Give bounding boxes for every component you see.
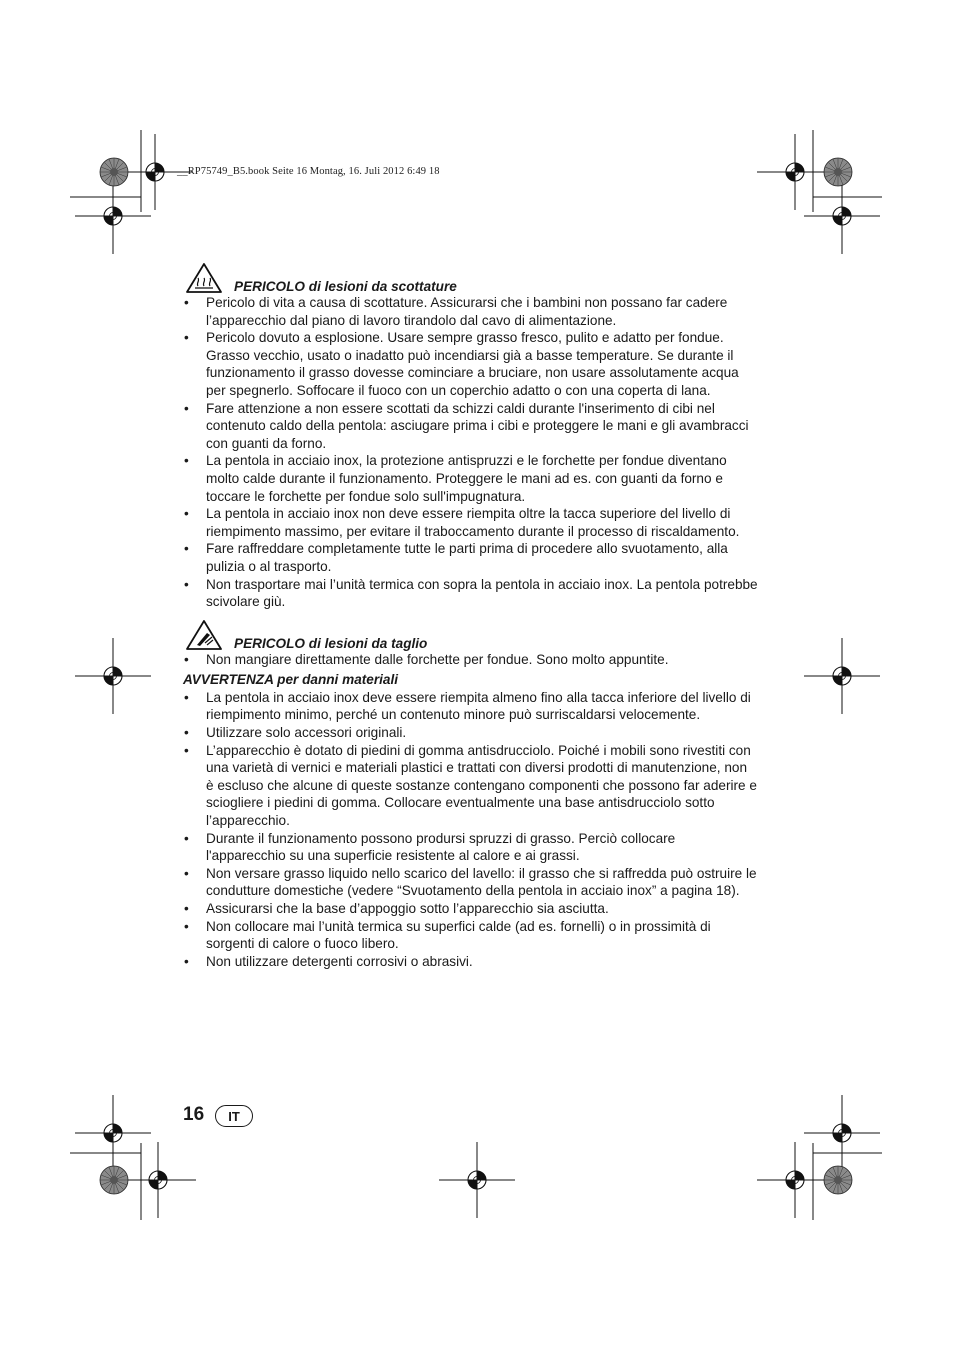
registration-cross-icon — [75, 638, 151, 714]
language-badge: IT — [215, 1105, 253, 1127]
hot-surface-warning-icon — [185, 262, 223, 294]
registration-cross-icon — [75, 1095, 151, 1171]
registration-cross-icon — [439, 1142, 515, 1218]
registration-cross-icon — [804, 638, 880, 714]
print-header-info: __RP75749_B5.book Seite 16 Montag, 16. Juli 2012 6:49 18 — [177, 166, 440, 177]
list-item: • La pentola in acciaio inox non deve essere riempita oltre la tacca superiore del livello di riempimento massimo, per evitare il traboccamento durante il processo di riscaldamento. — [183, 505, 758, 540]
document-content — [183, 258, 758, 970]
list-item: • Pericolo dovuto a esplosione. Usare sempre grasso fresco, pulito e adatto per fondue. Grasso vecchio, usato o inadatto può incendiarsi già a basse temperature. Se durante il funzionamento il grasso dovesse cominciare a bruciare, non usare assolutamente acqua per spegnerlo. Soffocare il fuoco con un coperchio adatto o con una coperta di lana. — [183, 329, 758, 399]
bullet-list — [183, 689, 758, 971]
list-item: • Fare raffreddare completamente tutte le parti prima di procedere allo svuotamento, alla pulizia o al trasporto. — [183, 540, 758, 575]
list-item: • Non collocare mai l’unità termica su superfici calde (ad es. fornelli) o in prossimità di sorgenti di calore o fuoco libero. — [183, 918, 758, 953]
list-item: • L’apparecchio è dotato di piedini di gomma antisdrucciolo. Poiché i mobili sono rivestiti con una varietà di vernici e materiali plastici e trattati con diversi prodotti di manutenzione, non è escluso che alcune di queste sostanze contengano componenti che possono far aderire e sciogliere i piedini di gomma. Collocare eventualmente una base antisdrucciolo sotto l’apparecchio. — [183, 742, 758, 830]
section-title: AVVERTENZA per danni materiali — [183, 672, 399, 688]
page-number: 16 — [183, 1104, 205, 1125]
list-item: • La pentola in acciaio inox deve essere riempita almeno fino alla tacca inferiore del livello di riempimento minimo, perché un contenuto minore può surriscaldarsi velocemente. — [183, 689, 758, 724]
list-item: • Utilizzare solo accessori originali. — [183, 724, 758, 742]
section-header-cuts — [183, 615, 758, 651]
bullet-list — [183, 651, 758, 669]
color-target-icon — [100, 1166, 128, 1194]
list-item: • Non versare grasso liquido nello scarico del lavello: il grasso che si raffredda può ostruire le condutture domestiche (vedere “Svuotamento della pentola in acciaio inox” a pagina 18). — [183, 865, 758, 900]
list-item: • Pericolo di vita a causa di scottature. Assicurarsi che i bambini non possano far cadere l’apparecchio dal piano di lavoro tirandolo dal cavo di alimentazione. — [183, 294, 758, 329]
cut-hazard-warning-icon — [185, 619, 223, 651]
list-item: • Non mangiare direttamente dalle forchette per fondue. Sono molto appuntite. — [183, 651, 758, 669]
color-target-icon — [824, 158, 852, 186]
section-title: PERICOLO di lesioni da taglio — [234, 636, 428, 652]
registration-cross-icon — [75, 178, 151, 254]
registration-cross-icon — [804, 1095, 880, 1171]
list-item: • Fare attenzione a non essere scottati da schizzi caldi durante l'inserimento di cibi nel contenuto caldo della pentola: asciugare prima i cibi e proteggere le mani e gli avambracci con guanti da forno. — [183, 400, 758, 453]
registration-cross-icon — [804, 178, 880, 254]
list-item: • Assicurarsi che la base d’appoggio sotto l’apparecchio sia asciutta. — [183, 900, 758, 918]
section-header-burns — [183, 258, 758, 294]
color-target-icon — [100, 158, 128, 186]
list-item: • Non trasportare mai l’unità termica con sopra la pentola in acciaio inox. La pentola potrebbe scivolare giù. — [183, 576, 758, 611]
list-item: • Durante il funzionamento possono prodursi spruzzi di grasso. Perciò collocare l'apparecchio su una superficie resistente al calore e ai grassi. — [183, 830, 758, 865]
registration-cross-icon — [757, 134, 833, 210]
list-item: • Non utilizzare detergenti corrosivi o abrasivi. — [183, 953, 758, 971]
list-item: • La pentola in acciaio inox, la protezione antispruzzi e le forchette per fondue diventano molto calde durante il funzionamento. Proteggere le mani ad es. con guanti da forno e toccare le forchette per fondue solo sull'impugnatura. — [183, 452, 758, 505]
color-target-icon — [824, 1166, 852, 1194]
section-title: PERICOLO di lesioni da scottature — [234, 279, 457, 295]
bullet-list — [183, 294, 758, 611]
